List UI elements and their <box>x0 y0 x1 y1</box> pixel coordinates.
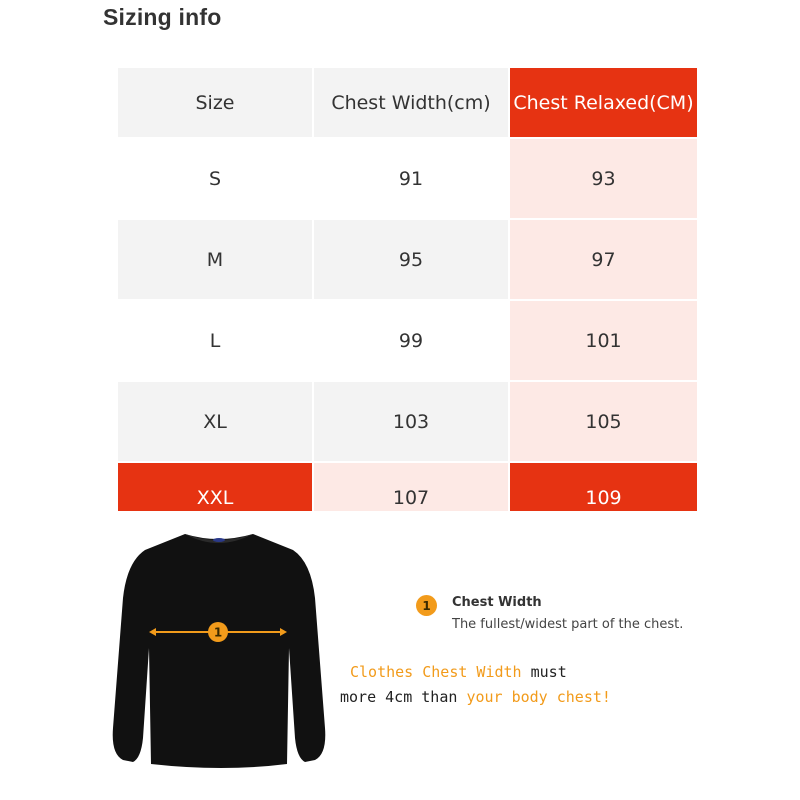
note-text-2: more 4cm than <box>340 688 467 706</box>
cell-chest-relaxed: 97 <box>510 220 697 299</box>
header-chest-relaxed: Chest Relaxed(CM) <box>510 68 697 137</box>
long-sleeve-shirt-icon <box>103 528 335 770</box>
chest-marker-number: 1 <box>213 625 223 640</box>
note-highlight-1: Clothes Chest Width <box>350 663 522 681</box>
note-text-1: must <box>521 663 567 681</box>
cell-chest-relaxed: 101 <box>510 301 697 380</box>
note-highlight-2: your body chest! <box>466 688 611 706</box>
cell-chest-width: 91 <box>314 139 508 218</box>
page-title: Sizing info <box>103 4 222 30</box>
cell-chest-width: 99 <box>314 301 508 380</box>
cell-chest-width: 103 <box>314 382 508 461</box>
cell-size: S <box>118 139 312 218</box>
header-size: Size <box>118 68 312 137</box>
cell-chest-width: 107 <box>314 463 508 511</box>
cell-size: L <box>118 301 312 380</box>
header-chest-width: Chest Width(cm) <box>314 68 508 137</box>
cell-chest-relaxed: 93 <box>510 139 697 218</box>
legend-description: The fullest/widest part of the chest. <box>452 617 684 632</box>
number-one-icon: 1 <box>416 595 437 616</box>
cell-size: XL <box>118 382 312 461</box>
size-table <box>118 68 697 511</box>
legend-title: Chest Width <box>452 595 542 610</box>
cell-size: XXL <box>118 463 312 511</box>
cell-chest-relaxed: 109 <box>510 463 697 511</box>
note-line-1 <box>350 663 567 681</box>
shirt-diagram <box>103 528 335 770</box>
cell-chest-width: 95 <box>314 220 508 299</box>
note-line-2 <box>340 688 611 706</box>
cell-chest-relaxed: 105 <box>510 382 697 461</box>
cell-size: M <box>118 220 312 299</box>
